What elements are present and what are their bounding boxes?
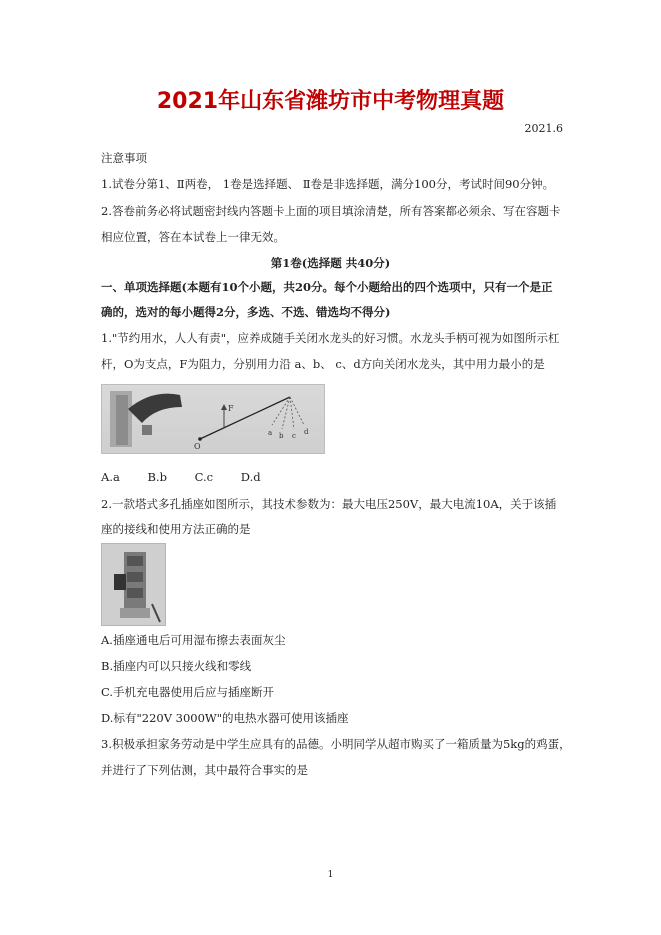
fig1-label-c: c (292, 432, 296, 440)
q2-option-d: D.标有"220V 3000W"的电热水器可使用该插座 (101, 711, 349, 725)
part1-instructions-cont: 确的，选对的每小题得2分，多选、不选、错选均不得分) (101, 305, 391, 319)
faucet-lever-figure (101, 384, 325, 454)
q1-option-a: A.a (101, 470, 120, 484)
page-title: 2021年山东省潍坊市中考物理真题 (156, 89, 505, 114)
q2-option-a: A.插座通电后可用湿布擦去表面灰尘 (101, 633, 286, 647)
notice-item-1: 1.试卷分第1、Ⅱ两卷， 1卷是选择题、 Ⅱ卷是非选择题，满分100分，考试时间90分钟。 (101, 177, 555, 191)
notice-heading: 注意事项 (101, 151, 147, 165)
q1-option-b: B.b (147, 470, 167, 484)
exam-date: 2021.6 (524, 122, 563, 135)
power-strip-photo (102, 544, 165, 625)
question-1: 1."节约用水，人人有责"，应养成随手关闭水龙头的好习惯。水龙头手柄可视为如图所示杠 (101, 331, 560, 345)
power-strip-figure (101, 543, 166, 626)
question-2: 2.一款塔式多孔插座如图所示，其技术参数为：最大电压250V，最大电流10A，关于该插 (101, 497, 557, 511)
section-title: 第1卷(选择题 共40分) (270, 256, 391, 270)
q2-option-c: C.手机充电器使用后应与插座断开 (101, 685, 275, 699)
question-3: 3.积极承担家务劳动是中学生应具有的品德。小明同学从超市购买了一箱质量为5kg的鸡蛋， (101, 737, 571, 751)
part1-instructions: 一、单项选择题(本题有10个小题，共20分。每个小题给出的四个选项中，只有一个是正 (101, 280, 553, 294)
faucet-lever-diagram (102, 385, 324, 453)
question-1-options (101, 470, 285, 484)
q2-option-b: B.插座内可以只接火线和零线 (101, 659, 252, 673)
q1-option-d: D.d (240, 470, 261, 484)
notice-item-2-cont: 相应位置，答在本试卷上一律无效。 (101, 230, 285, 244)
question-2-cont: 座的接线和使用方法正确的是 (101, 522, 251, 536)
notice-item-2: 2.答卷前务必将试题密封线内答题卡上面的项目填涂清楚，所有答案都必须余、写在容题卡 (101, 204, 561, 218)
q1-option-c: C.c (194, 470, 214, 484)
fig1-label-d: d (304, 428, 309, 436)
fig1-label-a: a (268, 429, 273, 437)
page-number: 1 (327, 870, 334, 880)
fig1-label-b: b (279, 432, 284, 440)
question-1-cont: 杆，O为支点，F为阻力，分别用力沿 a、b、 c、d方向关闭水龙头，其中用力最小的是 (101, 357, 545, 371)
fig1-label-f: F (228, 404, 234, 413)
fig1-label-o: O (194, 442, 201, 451)
question-3-cont: 并进行了下列估测，其中最符合事实的是 (101, 763, 308, 777)
